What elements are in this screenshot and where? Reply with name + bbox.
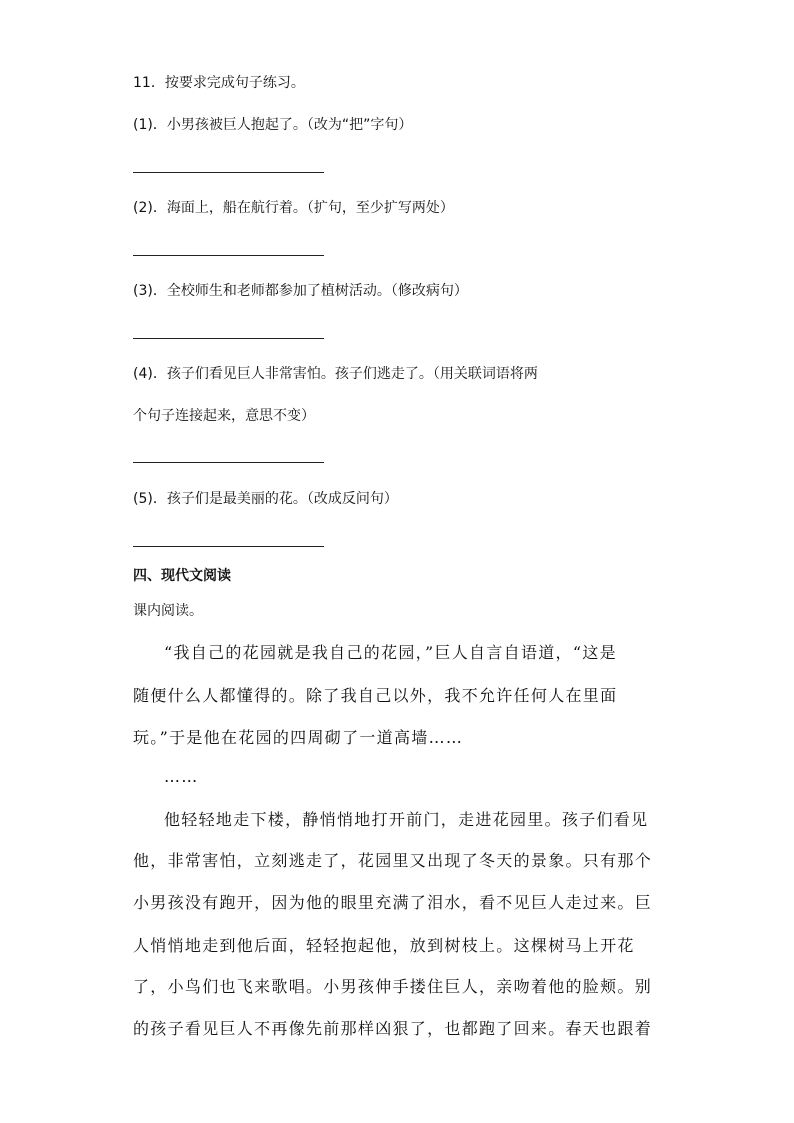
exercise-item-1: (1)．小男孩被巨人抱起了。（改为“把”字句） <box>133 117 413 133</box>
exercise-item-2: (2)．海面上，船在航行着。（扩句，至少扩写两处） <box>133 200 454 216</box>
section-heading: 四、现代文阅读 <box>133 568 231 584</box>
passage-line: 的孩子看见巨人不再像先前那样凶狠了，也都跑了回来。春天也跟着 <box>133 1019 653 1038</box>
exercise-item-4-line1: (4)．孩子们看见巨人非常害怕。孩子们逃走了。（用关联词语将两 <box>133 366 538 382</box>
exercise-item-3: (3)．全校师生和老师都参加了植树活动。（修改病句） <box>133 283 468 299</box>
answer-line-1[interactable] <box>133 172 324 173</box>
section-subheading: 课内阅读。 <box>133 603 203 619</box>
passage-line: “我自己的花园就是我自己的花园，”巨人自言自语道，“这是 <box>164 643 617 662</box>
exercise-item-5: (5)．孩子们是最美丽的花。（改成反问句） <box>133 491 398 507</box>
passage-ellipsis: …… <box>164 767 199 786</box>
passage-line: 了，小鸟们也飞来歌唱。小男孩伸手搂住巨人，亲吻着他的脸颊。别 <box>133 977 653 996</box>
passage-line: 人悄悄地走到他后面，轻轻抱起他，放到树枝上。这棵树马上开花 <box>133 936 635 955</box>
passage-line: 玩。”于是他在花园的四周砌了一道高墙…… <box>133 728 464 747</box>
exercise-item-4-line2: 个句子连接起来，意思不变） <box>133 408 315 424</box>
answer-line-5[interactable] <box>133 546 324 547</box>
answer-line-4[interactable] <box>133 462 324 463</box>
passage-line: 他，非常害怕，立刻逃走了，花园里又出现了冬天的景象。只有那个 <box>133 851 653 870</box>
answer-line-3[interactable] <box>133 338 324 339</box>
passage-line: 小男孩没有跑开，因为他的眼里充满了泪水，看不见巨人走过来。巨 <box>133 893 653 912</box>
exercise-title: 11．按要求完成句子练习。 <box>133 75 305 91</box>
passage-line: 他轻轻地走下楼，静悄悄地打开前门，走进花园里。孩子们看见 <box>164 810 649 829</box>
passage-line: 随便什么人都懂得的。除了我自己以外，我不允许任何人在里面 <box>133 686 618 705</box>
answer-line-2[interactable] <box>133 255 324 256</box>
